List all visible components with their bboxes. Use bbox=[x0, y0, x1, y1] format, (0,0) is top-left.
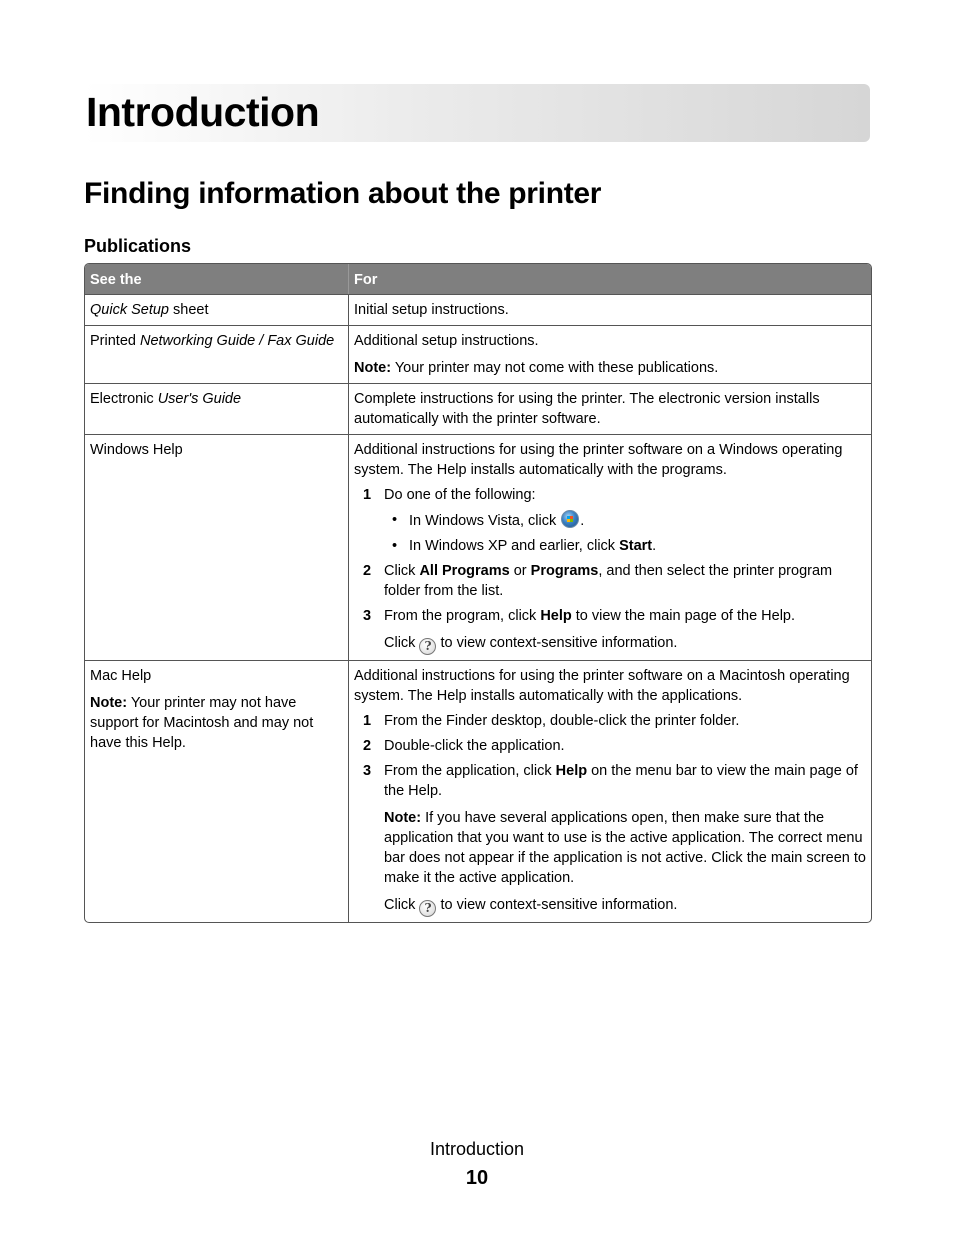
chapter-title: Introduction bbox=[86, 89, 320, 135]
table-row bbox=[85, 325, 871, 383]
table-row bbox=[85, 660, 871, 922]
bullet-icon: • bbox=[392, 512, 398, 528]
bullet-item: • In Windows XP and earlier, click Start. bbox=[384, 536, 866, 556]
table-row bbox=[85, 294, 871, 325]
context-help-line: Click ? to view context-sensitive information. bbox=[384, 897, 678, 915]
steps-list bbox=[354, 711, 866, 801]
for-cell: Additional instructions for using the printer software on a Windows operating system. The Help installs automatically with the programs. 1 Do one of the following: • In Windows Vista, click . • In Windows XP and earlier, click Start. 2 Click All Programs or Programs, and then select the printer program folder from the list. 3 From the program, click Help to view the main page of the Help. Click ? to view context-sensitive information. bbox=[349, 435, 871, 660]
for-cell: Additional setup instructions. Note: Your printer may not come with these publications. bbox=[349, 326, 871, 383]
header-for: For bbox=[354, 272, 378, 288]
note: Note: If you have several applications open, then make sure that the application that you want to use is the active application. The correct menu bar does not appear if the application is not active. Click the main screen to make it the active application. bbox=[384, 810, 866, 886]
step-item: 2 Click All Programs or Programs, and then select the printer program folder from the list. bbox=[363, 563, 833, 599]
step-item: 2 Double-click the application. bbox=[363, 738, 565, 754]
bullet-list bbox=[384, 510, 866, 556]
page-number: 10 bbox=[465, 1167, 489, 1189]
table-header-row bbox=[85, 264, 871, 294]
bullet-icon: • bbox=[392, 538, 398, 554]
step-item: 3 From the application, click Help on the menu bar to view the main page of the Help. bbox=[363, 763, 858, 799]
section-title: Finding information about the printer bbox=[84, 177, 602, 210]
for-cell: Complete instructions for using the printer. The electronic version installs automatically with the printer software. bbox=[354, 391, 820, 427]
publications-table bbox=[84, 263, 872, 923]
see-cell: Printed Networking Guide / Fax Guide bbox=[85, 326, 349, 383]
help-question-icon: ? bbox=[419, 638, 436, 655]
table-row bbox=[85, 434, 871, 660]
step-item: 1 From the Finder desktop, double-click the printer folder. bbox=[363, 713, 740, 729]
bullet-item: • In Windows Vista, click . bbox=[384, 510, 866, 531]
see-cell: Electronic User's Guide bbox=[85, 384, 349, 434]
steps-list bbox=[354, 485, 866, 626]
step-item: 1 Do one of the following: • In Windows Vista, click . • In Windows XP and earlier, click Start. bbox=[354, 485, 866, 556]
footer-chapter-label: Introduction bbox=[429, 1139, 525, 1159]
context-help-line: Click ? to view context-sensitive information. bbox=[384, 635, 678, 653]
see-cell: Mac Help Note: Your printer may not have support for Macintosh and may not have this Help. bbox=[85, 661, 349, 922]
help-question-icon: ? bbox=[419, 900, 436, 917]
windows-start-icon bbox=[561, 510, 579, 528]
header-see-the: See the bbox=[85, 264, 349, 294]
note: Note: Your printer may not have support for Macintosh and may not have this Help. bbox=[90, 695, 314, 751]
note: Note: Your printer may not come with these publications. bbox=[354, 360, 719, 376]
see-cell: Quick Setup sheet bbox=[85, 295, 349, 325]
see-cell: Windows Help bbox=[85, 435, 349, 660]
for-cell: Additional instructions for using the printer software on a Macintosh operating system. The Help installs automatically with the applications. 1 From the Finder desktop, double-click the printer folder. 2 Double-click the application. 3 From the application, click Help on the menu bar to view the main page of the Help. Note: If you have several applications open, then make sure that the application that you want to use is the active application. The correct menu bar does not appear if the application is not active. Click the main screen to make it the active application. Click ? to view context-sensitive information. bbox=[354, 668, 866, 915]
step-item: 3 From the program, click Help to view the main page of the Help. bbox=[363, 608, 796, 624]
subsection-title: Publications bbox=[84, 236, 192, 256]
for-cell: Initial setup instructions. bbox=[354, 302, 509, 318]
table-row bbox=[85, 383, 871, 434]
